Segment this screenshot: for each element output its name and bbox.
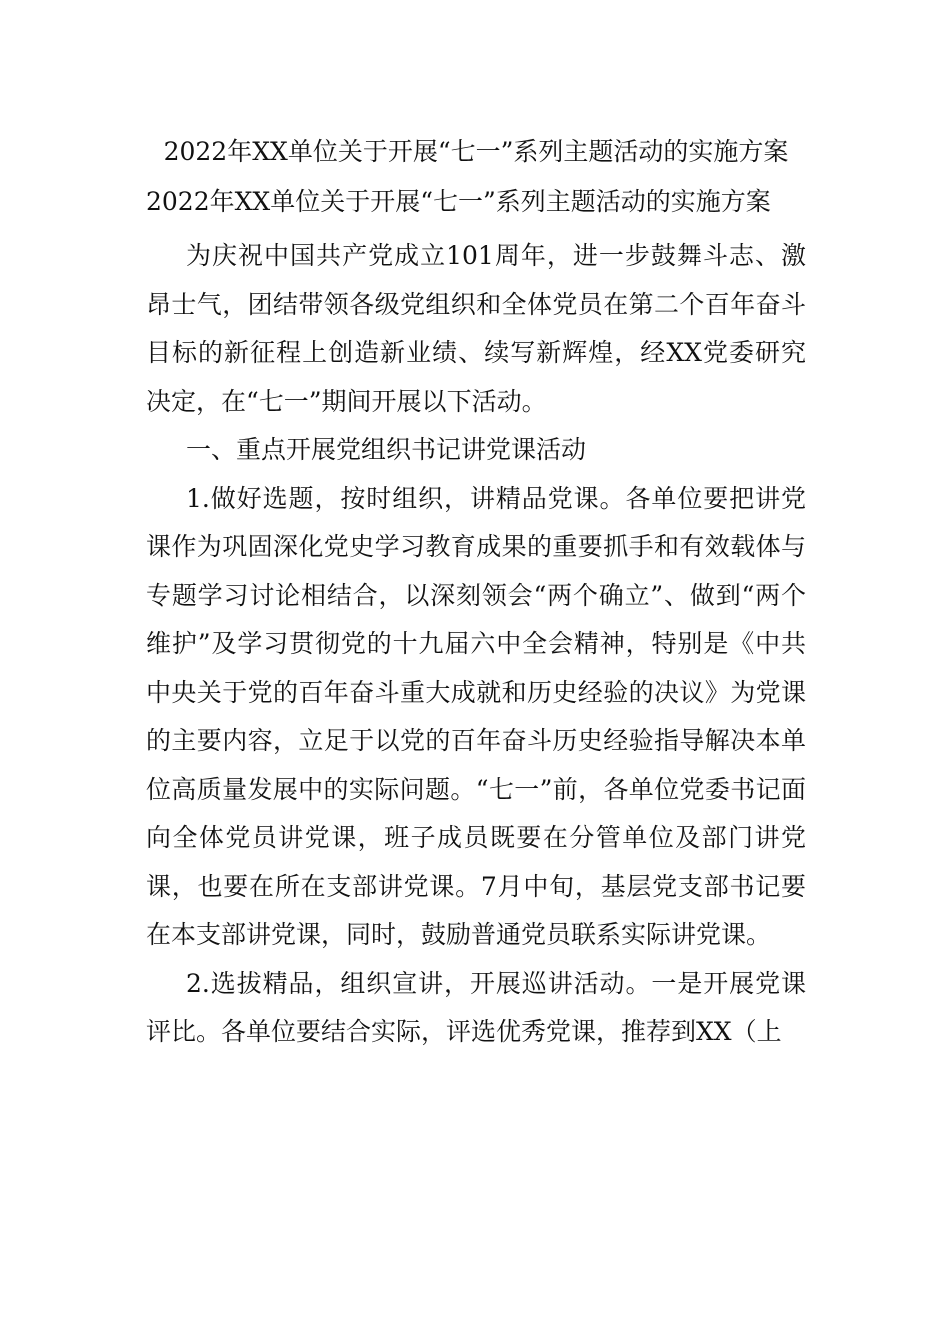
item-paragraph-1: 1.做好选题，按时组织，讲精品党课。各单位要把讲党课作为巩固深化党史学习教育成果的重要抓手和有效载体与专题学习讨论相结合，以深刻领会“两个确立”、做到“两个维护”及学习贯彻党的十九届六中全会精神，特别是《中共中央关于党的百年奋斗重大成就和历史经验的决议》为党课的主要内容，立足于以党的百年奋斗历史经验指导解决本单位高质量发展中的实际问题。“七一”前，各单位党委书记面向全体党员讲党课，班子成员既要在分管单位及部门讲党课，也要在所在支部讲党课。7月中旬，基层党支部书记要在本支部讲党课，同时，鼓励普通党员联系实际讲党课。 bbox=[146, 483, 806, 949]
section-heading-1: 一、重点开展党组织书记讲党课活动 bbox=[186, 435, 587, 464]
intro-paragraph: 为庆祝中国共产党成立101周年，进一步鼓舞斗志、激昂士气，团结带领各级党组织和全体党员在第二个百年奋斗目标的新征程上创造新业绩、续写新辉煌，经XX党委研究决定，在“七一”期间开展以下活动。 bbox=[146, 241, 806, 416]
document-body bbox=[146, 128, 806, 1057]
document-title-repeat: 2022年XX单位关于开展“七一”系列主题活动的实施方案 bbox=[146, 187, 771, 216]
document-title: 2022年XX单位关于开展“七一”系列主题活动的实施方案 bbox=[163, 137, 789, 166]
item-paragraph-2: 2.选拔精品，组织宣讲，开展巡讲活动。一是开展党课评比。各单位要结合实际，评选优秀党课，推荐到XX（上 bbox=[146, 968, 806, 1046]
